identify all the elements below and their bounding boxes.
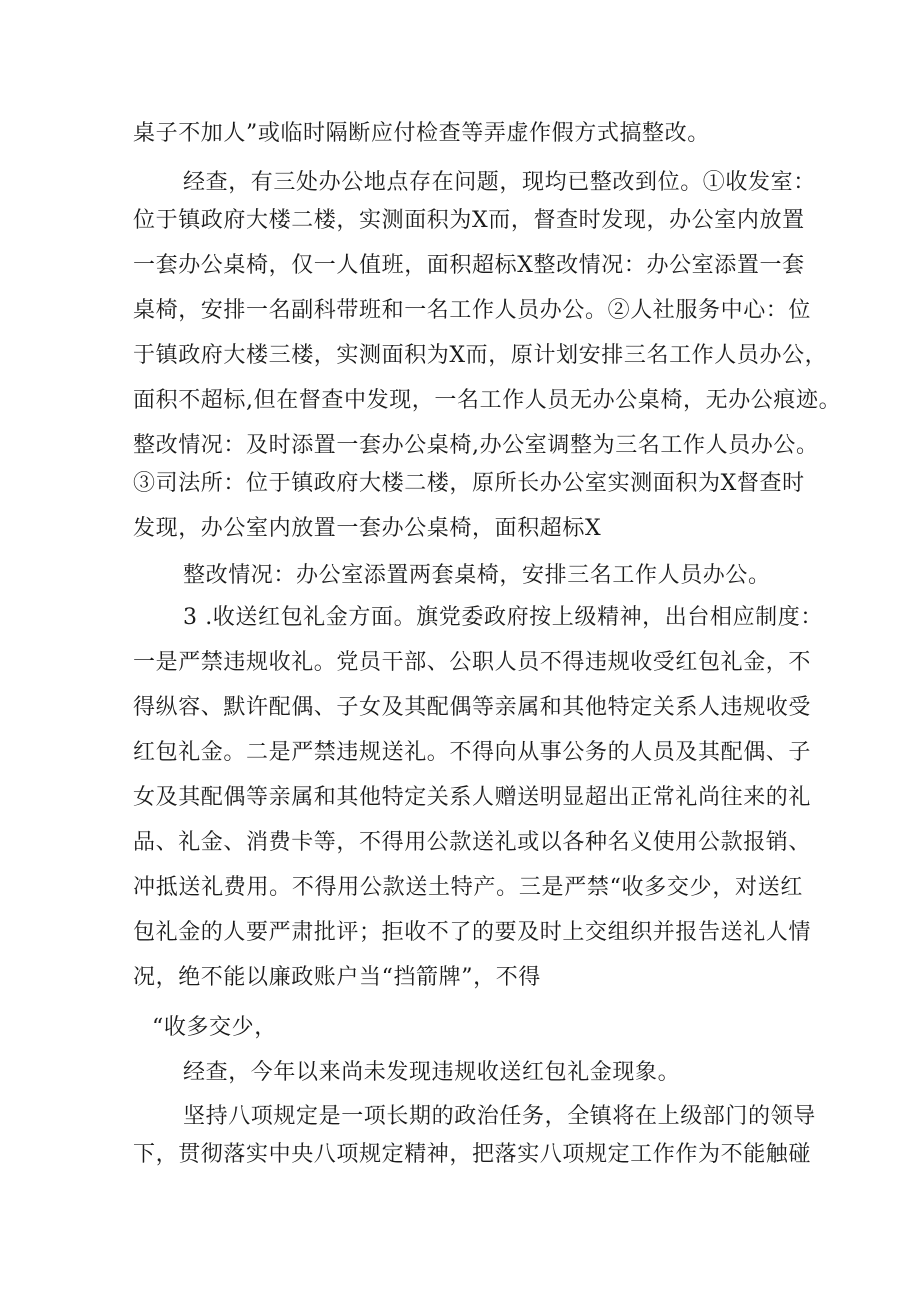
text-line: 下，贯彻落实中央八项规定精神，把落实八项规定工作作为不能触碰 xyxy=(133,1142,812,1167)
text-line: 3 .收送红包礼金方面。旗党委政府按上级精神，出台相应制度： xyxy=(183,605,823,630)
text-line: 经查，有三处办公地点存在问题，现均已整改到位。①收发室： xyxy=(183,170,816,195)
text-line: 整改情况：及时添置一套办公桌椅,办公室调整为三名工作人员办公。 xyxy=(133,433,819,458)
text-line: 女及其配偶等亲属和其他特定关系人赠送明显超出正常礼尚往来的礼 xyxy=(133,785,812,810)
text-line: 位于镇政府大楼二楼，实测面积为X而，督查时发现，办公室内放置 xyxy=(133,208,805,233)
text-line: 面积不超标,但在督查中发现，一名工作人员无办公桌椅，无办公痕迹。 xyxy=(133,388,842,413)
text-line: “收多交少， xyxy=(152,1015,277,1040)
text-line: 红包礼金。二是严禁违规送礼。不得向从事公务的人员及其配偶、子 xyxy=(133,740,812,765)
text-line: 况，绝不能以廉政账户当“挡箭牌”，不得 xyxy=(133,965,541,990)
text-line: 一是严禁违规收礼。党员干部、公职人员不得违规收受红包礼金，不 xyxy=(133,650,812,675)
text-line: 得纵容、默许配偶、子女及其配偶等亲属和其他特定关系人违规收受 xyxy=(133,695,812,720)
text-line: 坚持八项规定是一项长期的政治任务，全镇将在上级部门的领导 xyxy=(183,1104,816,1129)
text-line: 包礼金的人要严肃批评；拒收不了的要及时上交组织并报告送礼人情 xyxy=(133,920,812,945)
text-line: 发现，办公室内放置一套办公桌椅，面积超标X xyxy=(133,516,602,541)
text-line: ③司法所：位于镇政府大楼二楼，原所长办公室实测面积为X督查时 xyxy=(133,471,805,496)
text-line: 于镇政府大楼三楼，实测面积为X而，原计划安排三名工作人员办公， xyxy=(133,343,828,368)
text-line: 品、礼金、消费卡等，不得用公款送礼或以各种名义使用公款报销、 xyxy=(133,830,812,855)
text-line: 冲抵送礼费用。不得用公款送土特产。三是严禁“收多交少，对送红 xyxy=(133,875,803,900)
text-line: 桌子不加人”或临时隔断应付检查等弄虚作假方式搞整改。 xyxy=(133,121,710,146)
text-line: 一套办公桌椅，仅一人值班，面积超标X整改情况：办公室添置一套 xyxy=(133,253,805,278)
text-line: 经查，今年以来尚未发现违规收送红包礼金现象。 xyxy=(183,1060,681,1085)
text-line: 整改情况：办公室添置两套桌椅，安排三名工作人员办公。 xyxy=(183,563,771,588)
text-line: 桌椅，安排一名副科带班和一名工作人员办公。②人社服务中心：位 xyxy=(133,298,812,323)
